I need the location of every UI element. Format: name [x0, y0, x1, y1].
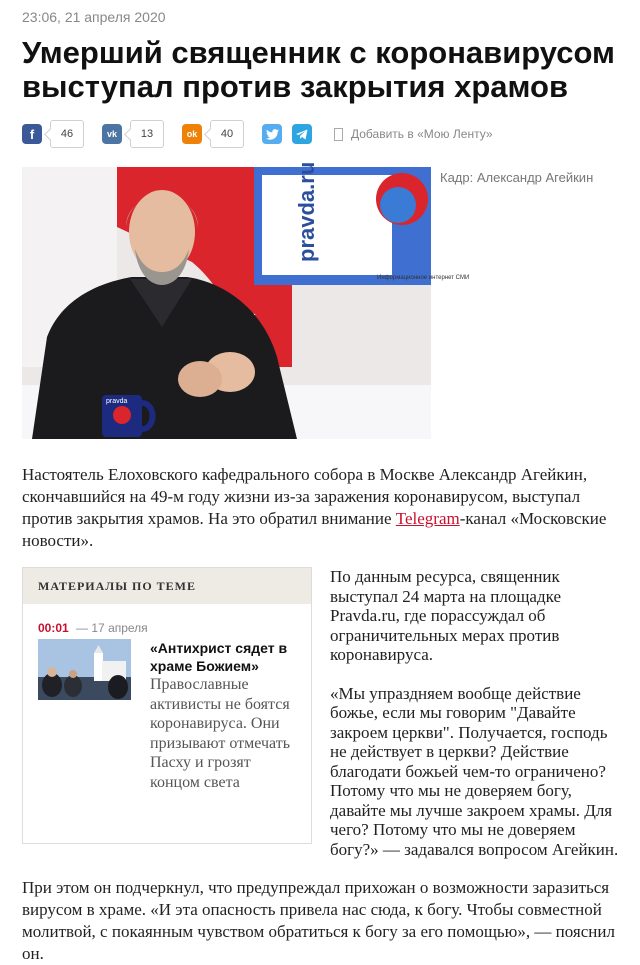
twitter-share-button[interactable] — [262, 124, 282, 144]
article-paragraph-4: При этом он подчеркнул, что предупреждал прихожан о возможности заразиться вирусом в храме. «И эта опасность привела нас сюда, к богу. Чтобы совместной молитвой, с покаянным чувством обратиться к богу за его помощью», — пояснил он. — [22, 878, 615, 963]
paragraph-1-text: Настоятель Елоховского кафедрального собора в Москве Александр Агейкин, скончавшийся на 49-м году жизни из-за заражения коронавирусом, выступал против закрытия храмов. На это обратил внимание — [22, 465, 588, 528]
article-paragraph-2: По данным ресурса, священник выступал 24 марта на площадке Pravda.ru, где порассуждал об ограничительных мерах против коронавируса. — [330, 567, 562, 664]
share-bar — [22, 120, 493, 148]
article-timestamp: 23:06, 21 апреля 2020 — [22, 9, 166, 25]
mug-logo-text: pravda — [106, 398, 128, 405]
screen-caption-text: Информационное интернет СМИ — [377, 275, 470, 281]
telegram-share-button[interactable] — [292, 124, 312, 144]
related-time: 00:01 — [38, 621, 69, 635]
ok-share-button[interactable] — [182, 124, 202, 144]
related-date: — 17 апреля — [76, 621, 148, 635]
odnoklassniki-icon: ok — [186, 129, 198, 139]
related-materials-box — [22, 567, 312, 844]
bookmark-icon — [334, 128, 343, 141]
add-to-feed-label: Добавить в «Мою Ленту» — [351, 127, 493, 141]
paper-plane-icon — [296, 129, 308, 140]
facebook-icon: f — [29, 126, 35, 142]
related-meta — [38, 621, 148, 635]
add-to-feed-button[interactable] — [334, 127, 493, 141]
vk-icon: vk — [106, 129, 117, 139]
facebook-share-count: 46 — [50, 120, 84, 148]
article-title: Умерший священник с коронавирусом выступал против закрытия храмов — [22, 35, 615, 104]
paragraph-1-tail: -канал «Московские новости». — [22, 509, 607, 550]
screen-logo-text: pravda.ru — [294, 161, 319, 262]
ok-share-count: 40 — [210, 120, 244, 148]
facebook-share-button[interactable] — [22, 124, 42, 144]
related-description: Православные активисты не боятся коронавируса. Они призывают отмечать Пасху и грозят концом света — [150, 676, 291, 791]
vk-share-button[interactable] — [102, 124, 122, 144]
related-thumbnail[interactable] — [38, 639, 131, 700]
article-paragraph-3: «Мы упраздняем вообще действие божье, если мы говорим "Давайте закроем церкви". Получается, господь не действует в церкви? Действие благодати божьей чем-то ограничено? Потому что мы не доверяем богу, давайте мы лучше закроем храмы. Для чего? Потому что мы не доверяем богу?» — задавался вопросом Агейкин. — [330, 683, 619, 859]
article-side-text — [330, 567, 622, 859]
related-title-link[interactable]: «Антихрист сядет в храме Божием» — [150, 640, 288, 674]
telegram-link[interactable]: Telegram — [395, 509, 460, 528]
photo-caption: Кадр: Александр Агейкин — [440, 170, 594, 185]
article-paragraph-1 — [22, 464, 618, 552]
twitter-bird-icon — [266, 129, 279, 140]
vk-share-count: 13 — [130, 120, 164, 148]
related-heading: МАТЕРИАЛЫ ПО ТЕМЕ — [23, 568, 311, 604]
article-photo — [22, 161, 470, 439]
